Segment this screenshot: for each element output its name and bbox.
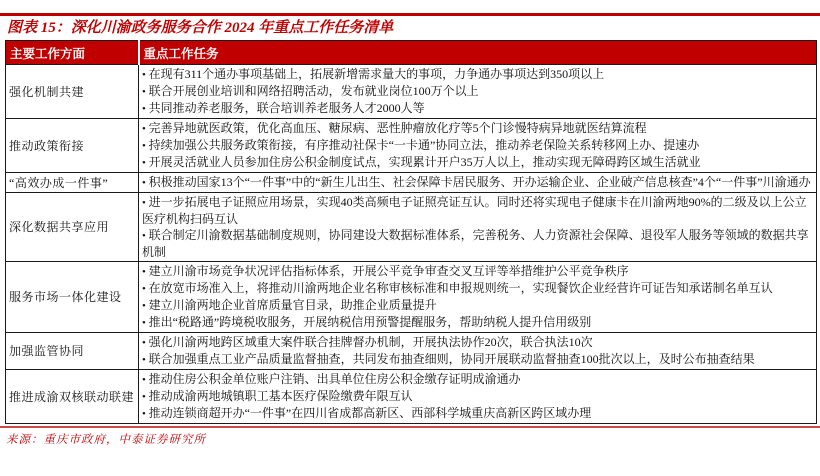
aspect-cell: 强化机制共建 <box>6 65 139 119</box>
bullet-icon: • <box>142 197 149 209</box>
task-item: • 建立川渝市场竞争状况评估指标体系，开展公平竞争审查交叉互评等举措维护公平竞争秩序 <box>142 264 629 278</box>
task-item: • 开展灵活就业人员参加住房公积金制度试点，实现累计开户35万人以上，推动实现无障碍跨区域生活就业 <box>142 155 701 169</box>
tasks-cell <box>139 262 817 333</box>
bullet-icon: • <box>142 177 149 189</box>
task-item: • 进一步拓展电子证照应用场景，实现40类高频电子证照亮证互认。同时还将实现电子健康卡在川渝两地90%的二级及以上公立医疗机构扫码互认 <box>142 195 807 226</box>
bullet-icon: • <box>142 157 149 169</box>
aspect-cell: 推动政策衔接 <box>6 119 139 173</box>
task-item: • 共同推动养老服务，联合培训养老服务人才2000人等 <box>142 101 425 115</box>
table-body <box>6 65 817 424</box>
task-item: • 推出“税路通”跨境税收服务，开展纳税信用预警提醒服务，帮助纳税人提升信用级别 <box>142 315 592 329</box>
bullet-icon: • <box>142 317 149 329</box>
aspect-cell: 服务市场一体化建设 <box>6 262 139 333</box>
tasks-cell <box>139 333 817 370</box>
task-item: • 联合制定川渝数据基础制度规则，协同建设大数据标准体系，完善税务、人力资源社会保障、退役军人服务等领域的数据共享机制 <box>142 228 809 259</box>
table-row <box>6 173 817 193</box>
bullet-icon: • <box>142 408 149 420</box>
task-item: • 强化川渝两地跨区域重大案件联合挂牌督办机制，开展执法协作20次，联合执法10次 <box>142 335 593 349</box>
task-item: • 完善异地就医政策，优化高血压、糖尿病、恶性肿瘤放化疗等5个门诊慢特病异地就医结算流程 <box>142 121 647 135</box>
source-note: 来源：重庆市政府，中泰证券研究所 <box>6 434 206 446</box>
tasks-cell <box>139 65 817 119</box>
aspect-cell: 加强监管协同 <box>6 333 139 370</box>
bullet-icon: • <box>142 283 149 295</box>
bullet-icon: • <box>142 266 149 278</box>
bullet-icon: • <box>142 354 149 366</box>
aspect-cell: 深化数据共享应用 <box>6 193 139 262</box>
task-item: • 推动成渝两地城镇职工基本医疗保险缴费年限互认 <box>142 389 413 403</box>
aspect-cell: “高效办成一件事” <box>6 173 139 193</box>
task-item: • 推动住房公积金单位账户注销、出具单位住房公积金缴存证明成渝通办 <box>142 372 521 386</box>
tasks-cell <box>139 193 817 262</box>
task-item: • 持续加强公共服务政策衔接，有序推动社保卡“一卡通”协同立法，推动养老保险关系转移网上办、提速办 <box>142 138 700 152</box>
bullet-icon: • <box>142 230 149 242</box>
task-item: • 推动连锁商超开办“一件事”在四川省成都高新区、西部科学城重庆高新区跨区域办理 <box>142 406 592 420</box>
task-item: • 联合开展创业培训和网络招聘活动，发布就业岗位100万个以上 <box>142 84 479 98</box>
bullet-icon: • <box>142 391 149 403</box>
task-item: • 建立川渝两地企业首席质量官目录，助推企业质量提升 <box>142 298 437 312</box>
bullet-icon: • <box>142 103 149 115</box>
bullet-icon: • <box>142 69 149 81</box>
task-item: • 在放宽市场准入上，将推动川渝两地企业名称审核标准和申报规则统一，实现餐饮企业经营许可证告知承诺制名单互认 <box>142 281 773 295</box>
table-row <box>6 65 817 119</box>
task-item: • 积极推动国家13个“一件事”中的“新生儿出生、社会保障卡居民服务、开办运输企业、企业破产信息核查”4个“一件事”川渝通办 <box>142 175 811 189</box>
table-row <box>6 119 817 173</box>
table-row <box>6 262 817 333</box>
bullet-icon: • <box>142 337 149 349</box>
task-item: • 联合加强重点工业产品质量监督抽查，共同发布抽查细则，协同开展联动监督抽查100批次以上，及时公布抽查结果 <box>142 352 755 366</box>
header-row <box>6 41 817 65</box>
table-header <box>6 41 817 65</box>
bullet-icon: • <box>142 300 149 312</box>
tasks-cell <box>139 119 817 173</box>
tasks-cell <box>139 370 817 424</box>
column-header-tasks: 重点工作任务 <box>139 41 817 65</box>
figure-title: 图表 15：深化川渝政务服务合作 2024 年重点工作任务清单 <box>7 20 394 36</box>
column-header-aspect: 主要工作方面 <box>6 41 139 65</box>
task-table <box>5 40 817 424</box>
bullet-icon: • <box>142 374 149 386</box>
task-item: • 在现有311个通办事项基础上，拓展新增需求量大的事项，力争通办事项达到350项以上 <box>142 67 605 81</box>
table-row <box>6 333 817 370</box>
bullet-icon: • <box>142 140 149 152</box>
bullet-icon: • <box>142 86 149 98</box>
tasks-cell <box>139 173 817 193</box>
bullet-icon: • <box>142 123 149 135</box>
table-row <box>6 193 817 262</box>
aspect-cell: 推进成渝双核联动联建 <box>6 370 139 424</box>
table-row <box>6 370 817 424</box>
